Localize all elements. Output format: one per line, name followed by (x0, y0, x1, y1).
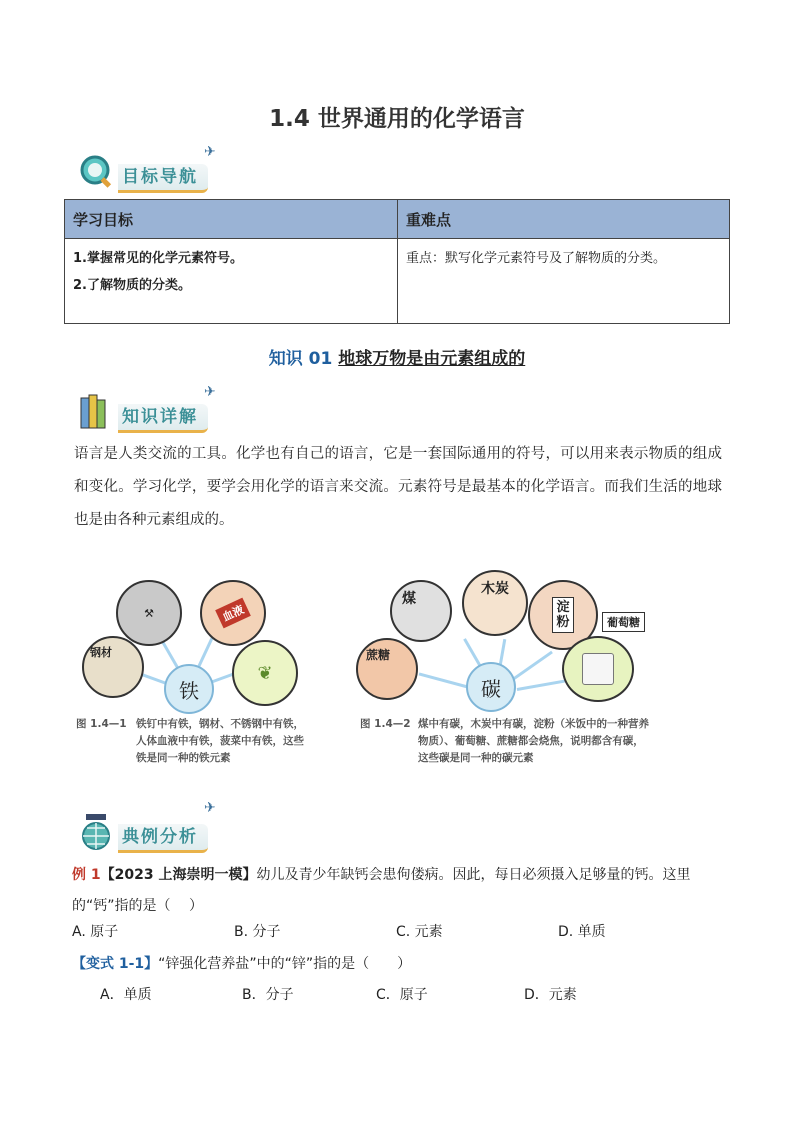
figure-iron (72, 556, 322, 771)
blood-label: 血液 (215, 598, 251, 629)
nails-image: ⚒ (116, 580, 182, 646)
carbon-center: 碳 (466, 662, 516, 712)
paper-plane-icon: ✈ (204, 144, 216, 160)
variant-options (100, 985, 700, 1005)
example-option: B. 分子 (234, 924, 281, 940)
figure1-number: 图 1.4—1 (76, 718, 127, 730)
paper-plane-icon: ✈ (204, 800, 216, 816)
variant-question (72, 954, 722, 974)
goals-header-target: 学习目标 (65, 200, 398, 239)
goals-table (64, 199, 730, 324)
sucrose-image (356, 638, 418, 700)
magnifier-icon (78, 154, 114, 190)
goals-header-key: 重难点 (398, 200, 730, 239)
charcoal-image (462, 570, 528, 636)
intro-paragraph: 语言是人类交流的工具。化学也有自己的语言，它是一套国际通用的符号，可以用来表示物质的组成和变化。学习化学，要学会用化学的语言来交流。元素符号是最基本的化学语言。而我们生活的地球也是由各种元素组成的。 (74, 446, 722, 528)
goal-item: 2.了解物质的分类。 (73, 278, 191, 293)
goals-key-cell: 重点：默写化学元素符号及了解物质的分类。 (398, 239, 730, 324)
figure1-caption: 铁钉中有铁，钢材、不锈钢中有铁，人体血液中有铁，菠菜中有铁，这些铁是同一种的铁元素 (136, 718, 304, 764)
example-question (72, 860, 722, 922)
figure2-number: 图 1.4—2 (360, 718, 411, 730)
paper-plane-icon: ✈ (204, 384, 216, 400)
variant-option: C．原子 (376, 987, 428, 1003)
knowledge-number: 知识 01 (268, 349, 333, 369)
goal-item: 1.掌握常见的化学元素符号。 (73, 251, 243, 266)
steel-image (82, 636, 144, 698)
coal-label: 煤 (402, 591, 416, 607)
glucose-label: 葡萄糖 (602, 612, 645, 632)
example-option: C. 元素 (396, 924, 443, 940)
variant-option: B．分子 (242, 987, 294, 1003)
example-options (72, 922, 722, 942)
glucose-image (562, 636, 634, 702)
variant-option: A．单质 (100, 987, 152, 1003)
page-title: 1.4 世界通用的化学语言 (269, 106, 525, 132)
knowledge-title (0, 344, 794, 369)
variant-tag: 【变式 1-1】 (72, 956, 159, 972)
spinach-image: ❦ (232, 640, 298, 706)
example-tag: 例 1 (72, 867, 101, 883)
variant-stem: “锌强化营养盐”中的“锌”指的是（ ） (158, 956, 412, 972)
example-option: D. 单质 (558, 924, 606, 940)
blood-image (200, 580, 266, 646)
example-banner (78, 800, 238, 854)
goals-banner-text: 目标导航 (118, 164, 208, 193)
figure2-caption: 煤中有碳，木炭中有碳，淀粉（米饭中的一种营养物质）、葡萄糖、蔗糖都会烧焦，说明都含有碳，这些碳是同一种的碳元素 (418, 718, 649, 764)
goals-targets-cell (65, 239, 398, 324)
example-option: A. 原子 (72, 924, 119, 940)
variant-option: D．元素 (524, 987, 577, 1003)
sucrose-label: 蔗糖 (366, 648, 391, 662)
coal-image (390, 580, 452, 642)
charcoal-label: 木炭 (481, 581, 509, 597)
iron-center: 铁 (164, 664, 214, 714)
books-icon (78, 392, 114, 430)
globe-icon (78, 812, 114, 852)
detail-banner-text: 知识详解 (118, 404, 208, 433)
example-stem: 幼儿及青少年缺钙会患佝偻病。因此，每日必须摄入足够量的钙。这里的“钙”指的是（ ） (72, 867, 691, 914)
example-source: 【2023 上海崇明一模】 (100, 867, 257, 883)
goals-banner (78, 144, 238, 194)
steel-label: 钢材 (90, 646, 112, 659)
detail-banner (78, 384, 238, 434)
starch-label: 淀粉 (552, 597, 574, 633)
figure-carbon (352, 570, 672, 770)
knowledge-name: 地球万物是由元素组成的 (338, 349, 526, 369)
example-banner-text: 典例分析 (118, 824, 208, 853)
